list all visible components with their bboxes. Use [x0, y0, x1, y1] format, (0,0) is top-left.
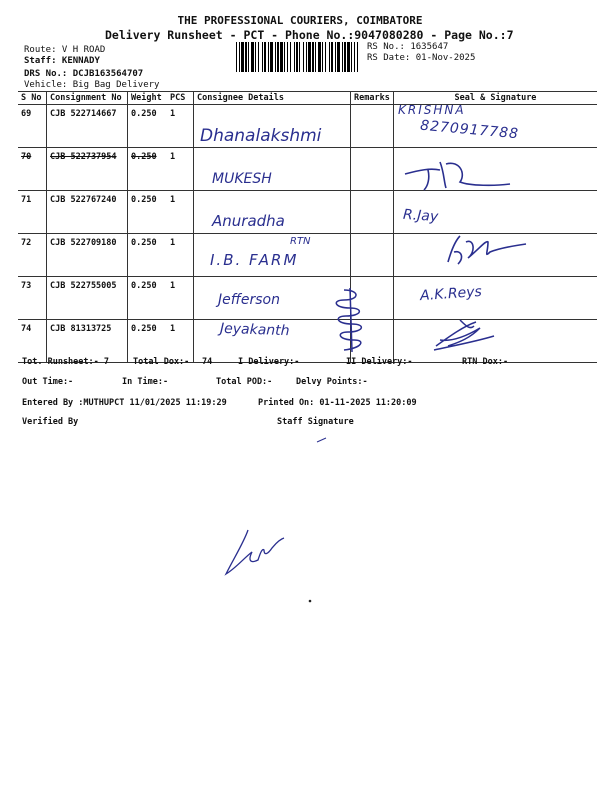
out-time: Out Time:-	[22, 377, 74, 387]
signature-70	[400, 152, 520, 192]
table-header-row	[18, 92, 597, 105]
barcode-bar	[344, 42, 346, 72]
handwritten-consignee-71: Anuradha	[212, 212, 285, 230]
handwritten-consignee-74: Jeyakanth	[219, 320, 290, 340]
header-consignment-no: Consignment No	[47, 92, 128, 105]
cell-consignment-no: CJB 522737954	[47, 148, 128, 191]
barcode-bar	[277, 42, 279, 72]
barcode-bar	[287, 42, 288, 72]
handwritten-seal-71: R.Jay	[402, 206, 439, 226]
cell-consignment-no: CJB 522714667	[47, 105, 128, 148]
cell-s-no: 71	[18, 191, 47, 234]
staff: Staff: KENNADY	[24, 56, 100, 66]
table-row	[18, 277, 597, 320]
handwritten-seal-name-69: KRISHNA	[398, 103, 466, 117]
total-dox-value: 74	[202, 357, 213, 367]
cell-weight: 0.250	[128, 191, 168, 234]
cell-s-no: 74	[18, 320, 47, 363]
entered-by: Entered By :MUTHUPCT 11/01/2025 11:19:29	[22, 398, 227, 408]
handwritten-consignee-72: I.B. FARM	[210, 251, 299, 269]
barcode-bar	[290, 42, 291, 72]
rs-date: RS Date: 01-Nov-2025	[367, 53, 476, 63]
handwritten-consignee-70: MUKESH	[212, 171, 272, 187]
barcode-bar	[264, 42, 266, 72]
barcode-bar	[248, 42, 249, 72]
barcode-bar	[331, 42, 333, 72]
barcode-bar	[337, 42, 340, 72]
barcode-bar	[294, 42, 295, 72]
handwritten-seal-phone-69: 8270917788	[419, 117, 520, 143]
ii-delivery: II Delivery:-	[346, 357, 413, 367]
handwritten-consignee-69: Dhanalakshmi	[200, 126, 322, 146]
delivery-points: Delvy Points:-	[296, 377, 368, 387]
ink-dot-icon	[307, 598, 313, 604]
vehicle: Vehicle: Big Bag Delivery	[24, 80, 160, 90]
pen-mark-icon	[315, 436, 329, 444]
header-seal-signature: Seal & Signature	[394, 92, 598, 105]
printed-on: Printed On: 01-11-2025 11:20:09	[258, 398, 417, 408]
barcode-bar	[315, 42, 316, 72]
in-time: In Time:-	[122, 377, 169, 387]
header-consignee: Consignee Details	[194, 92, 351, 105]
cell-pcs: 1	[167, 234, 194, 277]
handwritten-consignee-73: Jefferson	[218, 292, 280, 308]
barcode-bar	[308, 42, 311, 72]
cell-s-no: 72	[18, 234, 47, 277]
barcode-bar	[312, 42, 314, 72]
barcode-bar	[325, 42, 326, 72]
barcode-bar	[335, 42, 336, 72]
barcode-bar	[342, 42, 343, 72]
cell-remarks	[351, 191, 394, 234]
header-pcs: PCS	[167, 92, 194, 105]
cell-weight: 0.250	[128, 277, 168, 320]
cell-pcs: 1	[167, 191, 194, 234]
barcode-bar	[303, 42, 304, 72]
barcode-bar	[245, 42, 247, 72]
cell-s-no: 73	[18, 277, 47, 320]
barcode-bar	[255, 42, 256, 72]
cell-weight: 0.250	[128, 234, 168, 277]
cell-remarks	[351, 148, 394, 191]
barcode-bar	[329, 42, 330, 72]
barcode-bar	[270, 42, 273, 72]
cell-s-no: 70	[18, 148, 47, 191]
barcode-bar	[284, 42, 285, 72]
barcode-bar	[357, 42, 358, 72]
cell-consignment-no: CJB 522767240	[47, 191, 128, 234]
barcode-bar	[318, 42, 321, 72]
barcode-bar	[299, 42, 300, 72]
barcode-bar	[354, 42, 355, 72]
header-weight: Weight	[128, 92, 168, 105]
cell-remarks	[351, 234, 394, 277]
cell-pcs: 1	[167, 320, 194, 363]
barcode-bar	[322, 42, 323, 72]
route: Route: V H ROAD	[24, 45, 106, 55]
barcode-bar	[280, 42, 283, 72]
total-runsheet: Tot. Runsheet:- 7	[22, 357, 109, 367]
company-name: THE PROFESSIONAL COURIERS, COIMBATORE	[177, 14, 423, 27]
barcode-bar	[268, 42, 269, 72]
header-remarks: Remarks	[351, 92, 394, 105]
cell-weight: 0.250	[128, 105, 168, 148]
barcode-bar	[306, 42, 307, 72]
signature-72	[440, 228, 530, 270]
verified-by: Verified By	[22, 417, 79, 427]
header-s-no: S No	[18, 92, 47, 105]
total-dox-label: Total Dox:-	[133, 357, 190, 367]
handwritten-seal-73: A.K.Reys	[419, 283, 483, 305]
handwritten-rtn-72: RTN	[290, 236, 311, 247]
cell-consignment-no: CJB 522755005	[47, 277, 128, 320]
cell-pcs: 1	[167, 277, 194, 320]
cell-remarks	[351, 105, 394, 148]
barcode-bar	[251, 42, 254, 72]
i-delivery: I Delivery:-	[238, 357, 300, 367]
barcode-icon	[236, 42, 360, 72]
barcode-bar	[262, 42, 263, 72]
barcode-bar	[351, 42, 352, 72]
barcode-bar	[275, 42, 276, 72]
signature-scribble-73	[326, 286, 374, 356]
cell-s-no: 69	[18, 105, 47, 148]
signature-74	[430, 316, 500, 354]
staff-signature-mark	[218, 524, 292, 584]
staff-signature-label: Staff Signature	[277, 417, 354, 427]
cell-pcs: 1	[167, 105, 194, 148]
barcode-bar	[258, 42, 259, 72]
barcode-bar	[236, 42, 237, 72]
barcode-bar	[239, 42, 240, 72]
barcode-bar	[296, 42, 298, 72]
rtn-dox: RTN Dox:-	[462, 357, 509, 367]
cell-weight: 0.250	[128, 320, 168, 363]
drs-number: DRS No.: DCJB163564707	[24, 69, 144, 79]
barcode-bar	[347, 42, 350, 72]
cell-consignment-no: CJB 522709180	[47, 234, 128, 277]
total-pod: Total POD:-	[216, 377, 273, 387]
cell-weight: 0.250	[128, 148, 168, 191]
rs-number: RS No.: 1635647	[367, 42, 449, 52]
cell-consignment-no: CJB 81313725	[47, 320, 128, 363]
runsheet-title: Delivery Runsheet - PCT - Phone No.:9047080280 - Page No.:7	[105, 28, 514, 42]
barcode-bar	[241, 42, 244, 72]
cell-pcs: 1	[167, 148, 194, 191]
